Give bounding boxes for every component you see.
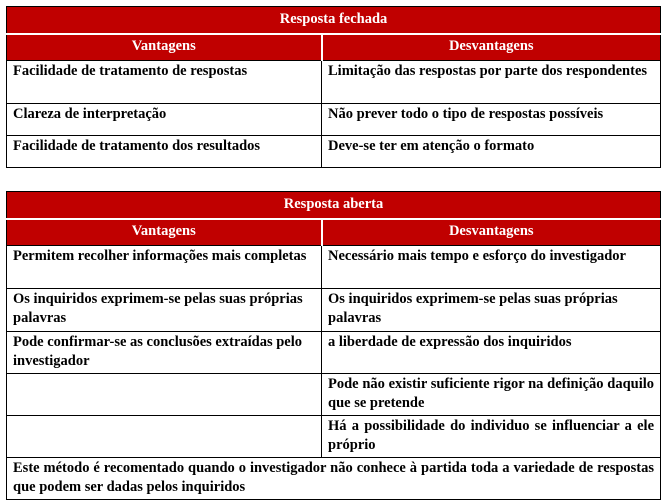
open-row-5-advantage bbox=[7, 416, 322, 458]
table-row bbox=[7, 374, 661, 416]
open-row-1-advantage: Permitem recolher informações mais completas bbox=[7, 246, 322, 289]
open-row-2-disadvantage: Os inquiridos exprimem-se pelas suas próprias palavras bbox=[322, 289, 661, 332]
closed-row-3-disadvantage: Deve-se ter em atenção o formato bbox=[322, 136, 661, 168]
open-row-4-advantage bbox=[7, 374, 322, 416]
table-row bbox=[7, 416, 661, 458]
closed-col-disadvantages: Desvantagens bbox=[322, 34, 661, 61]
open-table-title: Resposta aberta bbox=[7, 192, 661, 219]
table-row bbox=[7, 246, 661, 289]
open-col-advantages: Vantagens bbox=[7, 219, 322, 246]
open-row-2-advantage: Os inquiridos exprimem-se pelas suas próprias palavras bbox=[7, 289, 322, 332]
closed-row-2-disadvantage: Não prever todo o tipo de respostas possíveis bbox=[322, 104, 661, 136]
table-row bbox=[7, 458, 661, 500]
closed-row-1-disadvantage: Limitação das respostas por parte dos respondentes bbox=[322, 61, 661, 104]
table-row bbox=[7, 289, 661, 332]
open-row-3-advantage: Pode confirmar-se as conclusões extraídas pelo investigador bbox=[7, 332, 322, 374]
open-footer-note: Este método é recomentado quando o investigador não conhece à partida toda a variedade de respostas que podem ser dadas pelos inquiridos bbox=[7, 458, 661, 500]
table-row bbox=[7, 332, 661, 374]
open-row-3-disadvantage: a liberdade de expressão dos inquiridos bbox=[322, 332, 661, 374]
closed-response-table bbox=[6, 6, 661, 168]
open-row-5-disadvantage: Há a possibilidade do individuo se influenciar a ele próprio bbox=[322, 416, 661, 458]
open-row-1-disadvantage: Necessário mais tempo e esforço do investigador bbox=[322, 246, 661, 289]
closed-table-title: Resposta fechada bbox=[7, 7, 661, 34]
table-row bbox=[7, 61, 661, 104]
table-row bbox=[7, 104, 661, 136]
table-row bbox=[7, 136, 661, 168]
closed-col-advantages: Vantagens bbox=[7, 34, 322, 61]
open-col-disadvantages: Desvantagens bbox=[322, 219, 661, 246]
open-response-table bbox=[6, 191, 661, 500]
open-row-4-disadvantage: Pode não existir suficiente rigor na definição daquilo que se pretende bbox=[322, 374, 661, 416]
closed-row-2-advantage: Clareza de interpretação bbox=[7, 104, 322, 136]
closed-row-1-advantage: Facilidade de tratamento de respostas bbox=[7, 61, 322, 104]
closed-row-3-advantage: Facilidade de tratamento dos resultados bbox=[7, 136, 322, 168]
